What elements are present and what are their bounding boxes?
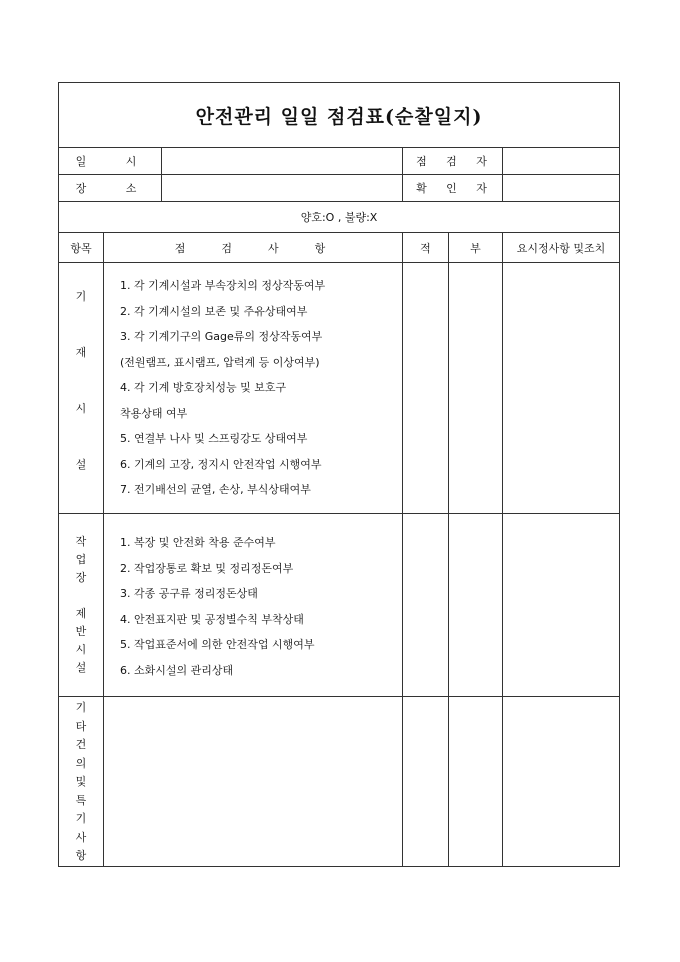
date-field[interactable] — [162, 148, 403, 175]
category-other-remarks — [59, 697, 104, 867]
check-item: 4. 안전표지판 및 공정별수칙 부착상태 — [120, 612, 304, 626]
check-item: 착용상태 여부 — [120, 406, 188, 420]
bad-cell[interactable] — [449, 697, 503, 867]
check-item: 5. 작업표준서에 의한 안전작업 시행여부 — [120, 638, 315, 651]
category-char: 의 — [75, 756, 87, 770]
check-item: 1. 각 기계시설과 부속장치의 정상작동여부 — [120, 279, 326, 292]
action-cell[interactable] — [503, 263, 620, 514]
category-char: 반 — [75, 625, 87, 638]
category-char: 및 — [75, 775, 87, 788]
category-char: 업 — [75, 553, 87, 566]
inspector-field[interactable] — [503, 148, 620, 175]
category-char: 특 — [75, 793, 87, 807]
check-item: 6. 기계의 고장, 정지시 안전작업 시행여부 — [120, 457, 322, 471]
good-cell[interactable] — [403, 263, 449, 514]
action-cell[interactable] — [503, 514, 620, 697]
category-char: 건 — [75, 738, 87, 751]
good-cell[interactable] — [403, 697, 449, 867]
category-char: 장 — [75, 571, 87, 584]
category-char: 기 — [75, 812, 87, 825]
check-item: 5. 연결부 나사 및 스프링강도 상태여부 — [120, 432, 308, 445]
category-char: 시 — [75, 402, 87, 415]
category-machine-facilities — [59, 263, 104, 514]
remarks-cell[interactable] — [104, 697, 403, 867]
action-cell[interactable] — [503, 697, 620, 867]
category-char: 기 — [75, 290, 87, 303]
check-item: 3. 각 기계기구의 Gage류의 정상작동여부 — [120, 330, 323, 343]
check-item: 1. 복장 및 안전화 착용 준수여부 — [120, 536, 276, 549]
category-char: 제 — [75, 607, 87, 620]
category-char: 설 — [75, 458, 87, 471]
inspector-label: 점 검 자 — [403, 148, 503, 175]
confirmer-field[interactable] — [503, 175, 620, 202]
category-char: 작 — [75, 535, 87, 548]
check-item: 2. 각 기계시설의 보존 및 주유상태여부 — [120, 304, 308, 318]
check-item: 7. 전기배선의 균열, 손상, 부식상태여부 — [120, 483, 311, 496]
date-label: 일 시 — [59, 148, 162, 175]
category-char: 설 — [75, 661, 87, 674]
category-char: 재 — [75, 346, 87, 359]
header-action: 요시정사항 및조치 — [503, 233, 620, 263]
confirmer-label: 확 인 자 — [403, 175, 503, 202]
place-field[interactable] — [162, 175, 403, 202]
check-item: 6. 소화시설의 관리상태 — [120, 663, 234, 677]
checklist-workplace-facilities — [104, 514, 403, 697]
category-char: 기 — [75, 701, 87, 714]
check-item: 3. 각종 공구류 정리정돈상태 — [120, 587, 258, 600]
good-cell[interactable] — [403, 514, 449, 697]
page-title: 안전관리 일일 점검표(순찰일지) — [59, 83, 620, 148]
check-item: 2. 작업장통로 확보 및 정리정돈여부 — [120, 561, 294, 575]
category-char: 사 — [75, 830, 87, 844]
category-char: 시 — [75, 643, 87, 656]
checklist-machine-facilities — [104, 263, 403, 514]
header-item: 항목 — [59, 233, 104, 263]
bad-cell[interactable] — [449, 263, 503, 514]
header-bad: 부 — [449, 233, 503, 263]
legend: 양호:O , 불량:X — [59, 202, 620, 233]
header-good: 적 — [403, 233, 449, 263]
category-char: 항 — [75, 849, 87, 862]
check-item: (전원램프, 표시램프, 압력계 등 이상여부) — [120, 355, 320, 369]
category-workplace-facilities — [59, 514, 104, 697]
check-item: 4. 각 기계 방호장치성능 및 보호구 — [120, 381, 287, 394]
header-check: 점검사항 — [104, 233, 403, 263]
place-label: 장 소 — [59, 175, 162, 202]
bad-cell[interactable] — [449, 514, 503, 697]
category-char: 타 — [75, 719, 87, 733]
daily-safety-inspection-table — [58, 82, 620, 867]
